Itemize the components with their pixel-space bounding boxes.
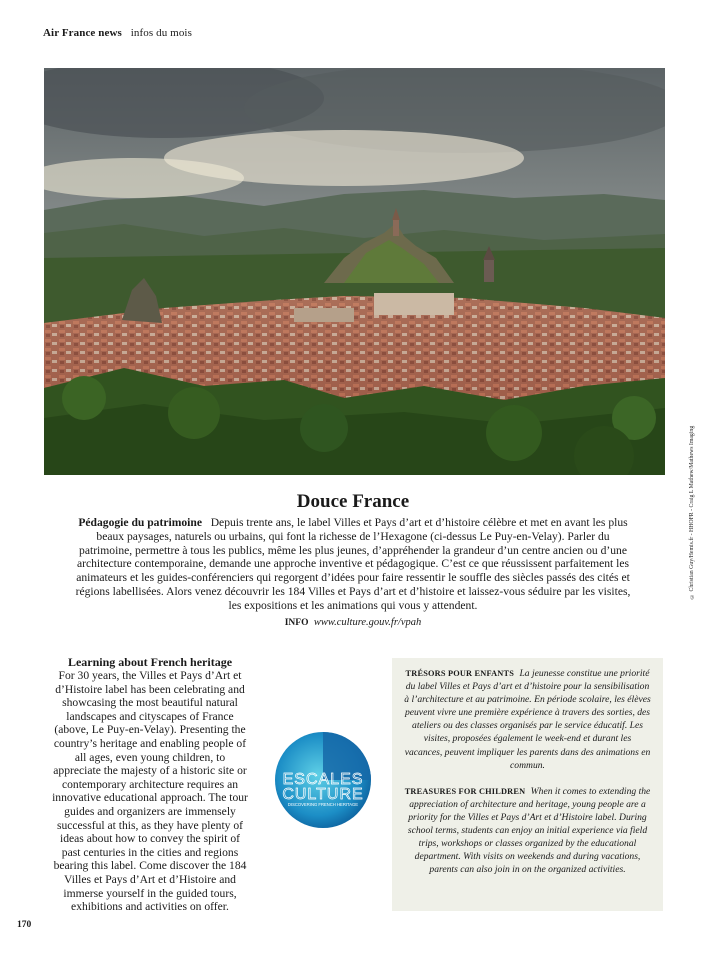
english-article: [50, 655, 250, 914]
photo-le-puy-en-velay: [44, 68, 665, 475]
logo-tagline: DISCOVERING FRENCH HERITAGE: [287, 802, 359, 807]
sidebar-fr: [404, 667, 651, 772]
sidebar-fr-text: La jeunesse constitue une priorité du label Villes et Pays d’art et d’histoire pour la sensibilisation à l’architecture et au patrimoine. En période scolaire, les élèves peuvent vivre une première expérience à travers des sorties, des ateliers ou des classes organisés par le service éducatif. Les visites, proposées également le week-end et durant les vacances, peuvent impliquer les parents dans des animations en commun.: [404, 668, 651, 771]
photo-credit: © Christian Guy/Hemis.fr - HHOFR - Craig L Mathew/Mathews Imaging: [689, 425, 695, 599]
sidebar-en: [404, 785, 651, 877]
french-body-text: Depuis trente ans, le label Villes et Pays d’art et d’histoire célèbre et met en avant les plus beaux paysages, naturels ou urbains, qui font la richesse de l’Hexagone (ci-dessus Le Puy-en-Velay). Parler du patrimoine, permettre à tous les publics, même les plus jeunes, d’appréhender la grandeur d’un centre ancien ou d’une architecture contemporaine, demande une approche inventive et pédagogique. C’est ce que réussissent parfaitement les animateurs et les guides-conférenciers qui regorgent d’idées pour faire ressentir le souffle des siècles passés des cités et régions labellisées. Alors venez découvrir les 184 Villes et Pays d’art et d’histoire et laissez-vous séduire par les visites, les expositions et les animations qui vous y attendent.: [75, 516, 631, 612]
english-body: For 30 years, the Villes et Pays d’Art et d’Histoire label has been celebrating and showcasing the most beautiful natural landscapes and cityscapes of France (above, Le Puy-en-Velay). Presenting the country’s heritage and enabling people of all ages, even young children, to appreciate the majesty of a historic site or contemporary architecture requires an innovative educational approach. The tour guides and organizers are immensely successful at this, as they have plenty of ideas about how to convey the spirit of past centuries in the cities and regions bearing this label. Come discover the 184 Villes et Pays d’Art et d’Histoire and immerse yourself in the guided tours, exhibitions and activities on offer.: [52, 669, 248, 914]
header-brand: Air France news: [43, 27, 122, 39]
sidebar-fr-kicker: TRÉSORS POUR ENFANTS: [405, 669, 515, 678]
english-title: Learning about French heritage: [67, 655, 233, 669]
info-label: INFO: [284, 617, 309, 628]
logo-line2: CULTURE: [282, 786, 364, 803]
article-title: Douce France: [296, 491, 410, 512]
info-url-link[interactable]: www.culture.gouv.fr/vpah: [313, 616, 422, 628]
french-article: [70, 491, 636, 630]
sidebar-en-kicker: TREASURES FOR CHILDREN: [404, 786, 526, 796]
french-lead: Pédagogie du patrimoine: [78, 516, 202, 529]
header-section: infos du mois: [130, 27, 192, 39]
running-header: [43, 27, 192, 39]
logo-line1: ESCALES: [282, 771, 364, 788]
page-number: 170: [17, 920, 32, 930]
escales-culture-logo: [274, 731, 372, 829]
info-line: [70, 616, 636, 631]
french-body: [70, 516, 636, 613]
sidebar-box: [392, 658, 663, 911]
sidebar-en-text: When it comes to extending the appreciation of architecture and heritage, young people are a priority for the Villes et Pays d’Art et d’Histoire label. During school terms, students can enjoy an initial experience via field trips, workshops or classes organized by the educational department. With visits on weekends and during vacations, parents can also join in on the organized activities.: [407, 785, 651, 876]
